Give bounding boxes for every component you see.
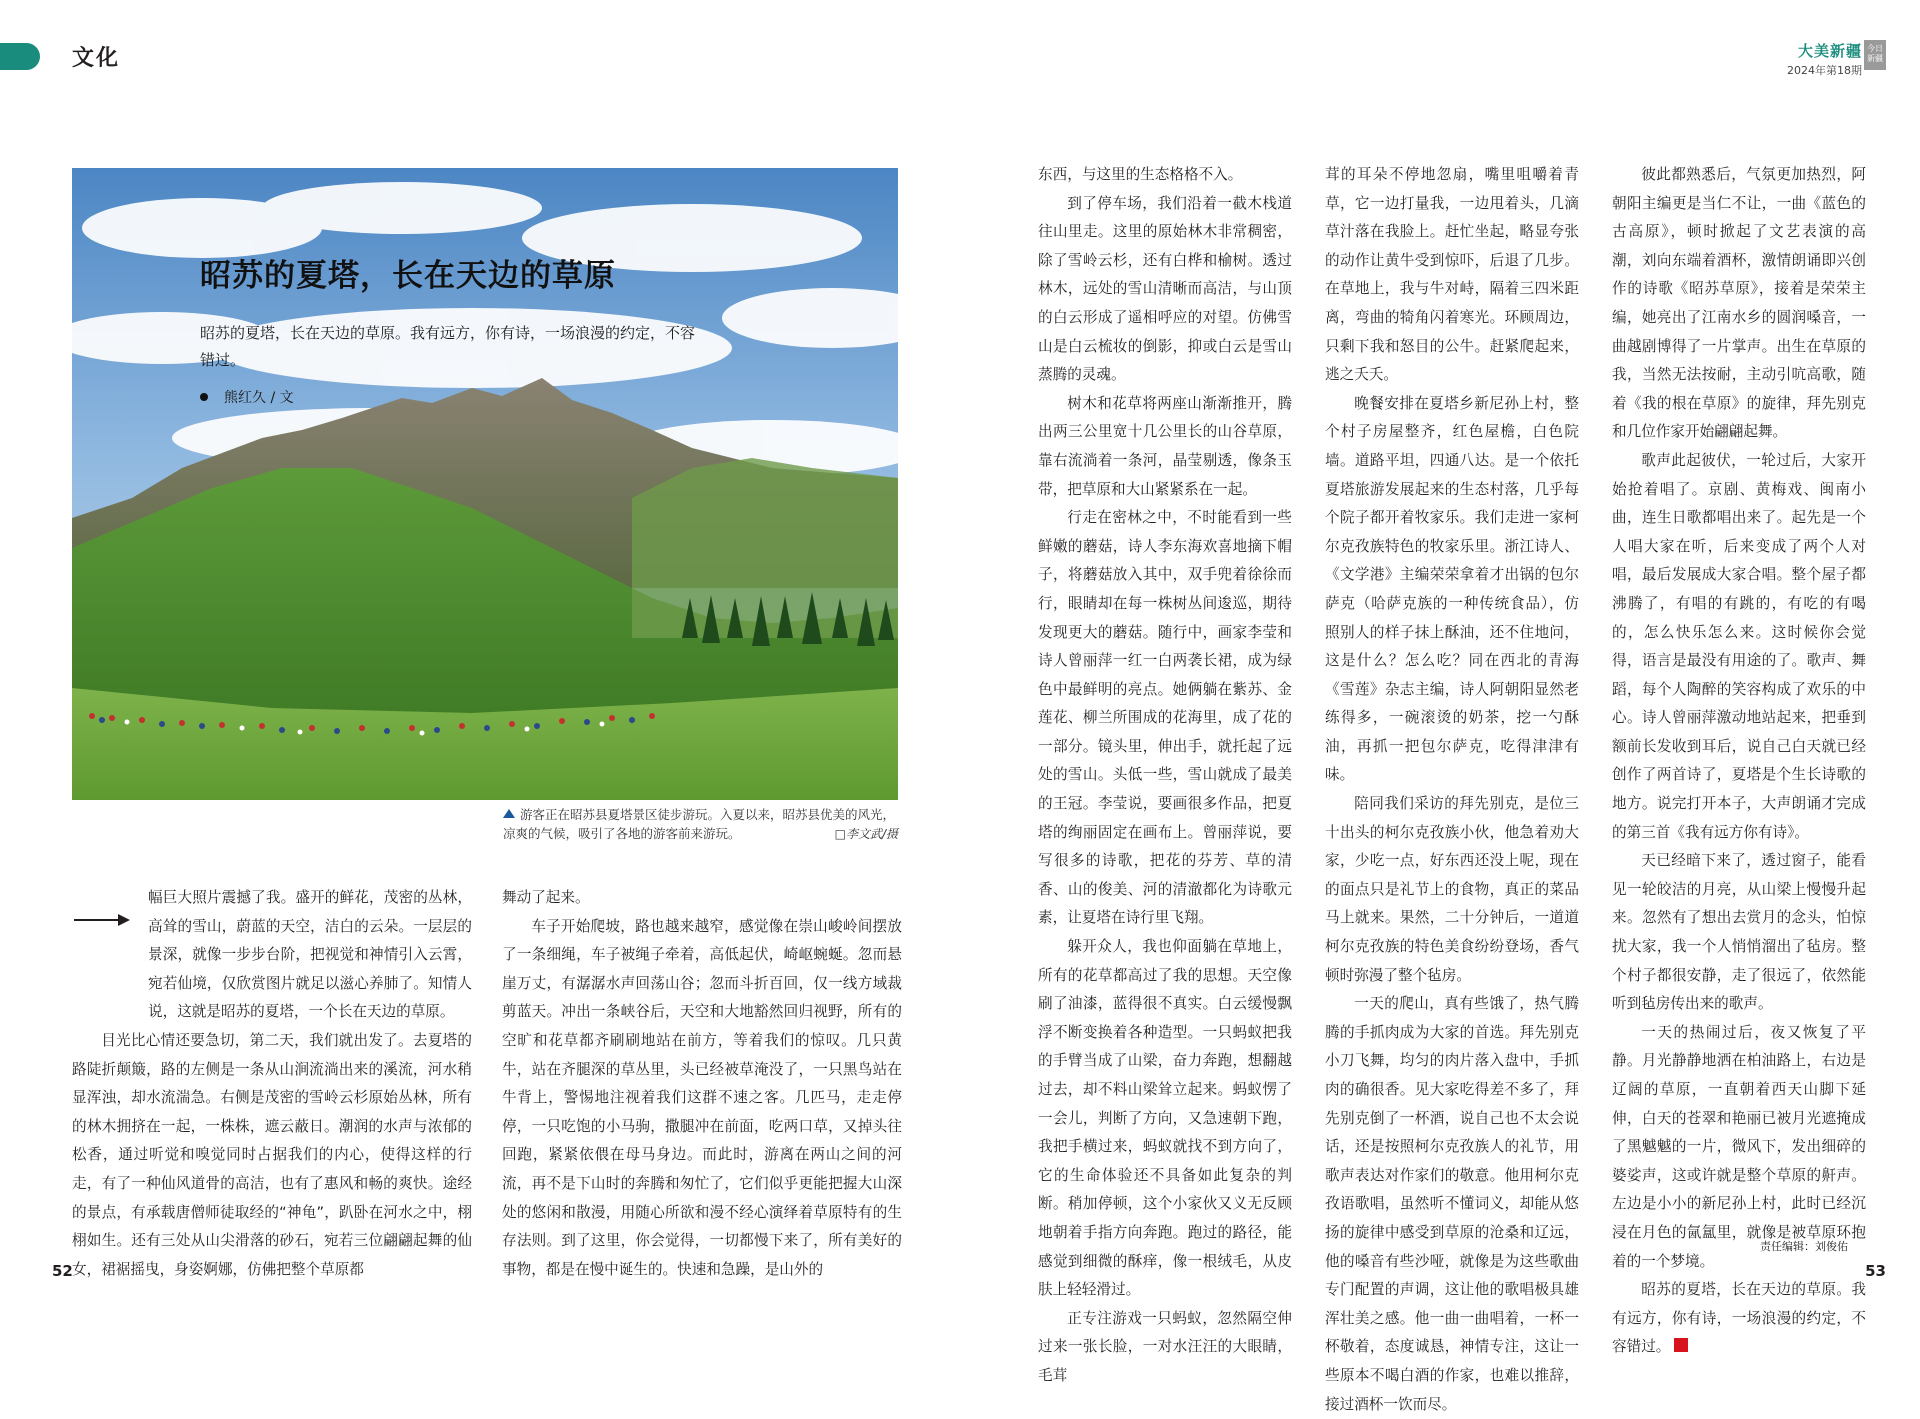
article-paragraph: 陪同我们采访的拜先别克，是位三十出头的柯尔克孜族小伙，他急着劝大家，少吃一点，好东西还没上呢，现在的面点只是礼节上的食物，真正的菜品马上就来。果然，二十分钟后，一道道柯尔克孜族的特色美食纷纷登场，香气顿时弥漫了整个毡房。: [1325, 795, 1579, 984]
end-mark-icon: [1674, 1338, 1688, 1352]
article-paragraph: 一天的爬山，真有些饿了，热气腾腾的手抓肉成为大家的首选。拜先别克小刀飞舞，均匀的肉片落入盘中，手抓肉的确很香。见大家吃得差不多了，拜先别克倒了一杯酒，说自己也不太会说话，还是按照柯尔克孜族人的礼节，用歌声表达对作家们的敬意。他用柯尔克孜语歌唱，虽然听不懂词义，却能从悠扬的旋律中感受到草原的沧桑和辽远，他的嗓音有些沙哑，就像是为这些歌曲专门配置的声调，这让他的歌唱极具雄浑壮美之感。他一曲一曲唱着，一杯一杯敬着，态度诚恳，神情专注，这让一些原本不喝白酒的作家，也难以推辞，接过酒杯一饮而尽。: [1325, 995, 1579, 1413]
article-paragraph: 晚餐安排在夏塔乡新尼孙上村，整个村子房屋整齐，红色屋檐，白色院墙。道路平坦，四通八达。是一个依托夏塔旅游发展起来的生态村落，几乎每个院子都开着牧家乐。我们走进一家柯尔克孜族特色的牧家乐里。浙江诗人、《文学港》主编荣荣拿着才出锅的包尔萨克（哈萨克族的一种传统食品），仿照别人的样子抹上酥油，还不住地问，这是什么？怎么吃？同在西北的青海《雪莲》杂志主编，诗人阿朝阳显然老练得多，一碗滚烫的奶茶，挖一勺酥油，再抓一把包尔萨克，吃得津津有味。: [1325, 394, 1579, 784]
byline-text: 熊红久 / 文: [224, 390, 294, 406]
bullet-icon: [200, 393, 208, 401]
article-column-2: [502, 884, 902, 1284]
article-column-1: [72, 884, 472, 1284]
article-paragraph: 一天的热闹过后，夜又恢复了平静。月光静静地洒在柏油路上，右边是辽阔的草原，一直朝着西天山脚下延伸，白天的苍翠和艳丽已被月光遮掩成了黑魆魆的一片，微风下，发出细碎的婆娑声，这或许就是整个草原的鼾声。左边是小小的新尼孙上村，此时已经沉浸在月色的氤氲里，就像是被草原环抱着的一个梦境。: [1612, 1023, 1866, 1270]
article-paragraph: 舞动了起来。: [502, 889, 590, 906]
article-paragraph: 行走在密林之中，不时能看到一些鲜嫩的蘑菇，诗人李东海欢喜地摘下帽子，将蘑菇放入其中，双手兜着徐徐而行，眼睛却在每一株树丛间逡巡，期待发现更大的蘑菇。随行中，画家李莹和诗人曾丽萍一红一白两袭长裙，成为绿色中最鲜明的亮点。她俩躺在紫苏、金莲花、柳兰所围成的花海里，成了花的一部分。镜头里，伸出手，就托起了远处的雪山。头低一些，雪山就成了最美的王冠。李莹说，要画很多作品，把夏塔的绚丽固定在画布上。曾丽萍说，要写很多的诗歌，把花的芬芳、草的清香、山的俊美、河的清澈都化为诗歌元素，让夏塔在诗行里飞翔。: [1038, 509, 1292, 927]
brand-badge: 今日新疆: [1864, 40, 1886, 70]
article-paragraph: 歌声此起彼伏，一轮过后，大家开始抢着唱了。京剧、黄梅戏、闽南小曲，连生日歌都唱出来了。起先是一个人唱大家在听，后来变成了两个人对唱，最后发展成大家合唱。整个屋子都沸腾了，有唱的有跳的，有吃的有喝的，怎么快乐怎么来。这时候你会觉得，语言是最没有用途的了。歌声、舞蹈，每个人陶醉的笑容构成了欢乐的中心。诗人曾丽萍激动地站起来，把垂到额前长发收到耳后，说自己白天就已经创作了两首诗了，夏塔是个生长诗歌的地方。说完打开本子，大声朗诵才完成的第三首《我有远方你有诗》。: [1612, 451, 1866, 841]
article-paragraph: 昭苏的夏塔，长在天边的草原。我有远方，你有诗，一场浪漫的约定，不容错过。: [1612, 1281, 1866, 1356]
article-paragraph: 树木和花草将两座山渐渐推开，腾出两三公里宽十几公里长的山谷草原，靠右流淌着一条河，晶莹剔透，像条玉带，把草原和大山紧紧系在一起。: [1038, 394, 1292, 498]
triangle-up-icon: [503, 809, 515, 818]
section-title: 文化: [72, 46, 121, 71]
article-paragraph: 彼此都熟悉后，气氛更加热烈，阿朝阳主编更是当仁不让，一曲《蓝色的古高原》，顿时掀起了文艺表演的高潮，刘向东端着酒杯，激情朗诵即兴创作的诗歌《昭苏草原》，接着是荣荣主编，她亮出了江南水乡的圆润嗓音，一曲越剧博得了一片掌声。出生在草原的我，当然无法按耐，主动引吭高歌，随着《我的根在草原》的旋律，拜先别克和几位作家开始翩翩起舞。: [1612, 166, 1866, 441]
feature-title: 昭苏的夏塔，长在天边的草原: [200, 258, 616, 294]
brand-name: 大美新疆: [1797, 42, 1862, 60]
article-paragraph: 目光比心情还要急切，第二天，我们就出发了。去夏塔的路陡折颠簸，路的左侧是一条从山涧流淌出来的溪流，河水稍显浑浊，却水流湍急。右侧是茂密的雪岭云杉原始丛林，所有的林木拥挤在一起，一株株，遮云蔽日。潮润的水声与浓郁的松香，通过听觉和嗅觉同时占据我们的内心，使得这样的行走，有了一种仙风道骨的高洁，也有了惠风和畅的爽快。途经的景点，有承载唐僧师徒取经的“神龟”，趴卧在河水之中，栩栩如生。还有三处从山尖滑落的砂石，宛若三位翩翩起舞的仙女，裙裾摇曳，身姿婀娜，仿佛把整个草原都: [72, 1031, 472, 1278]
article-column-3: [1038, 161, 1292, 1391]
issue-number: 2024年第18期: [1787, 64, 1862, 77]
article-paragraph: 茸的耳朵不停地忽扇，嘴里咀嚼着青草，它一边打量我，一边甩着头，几滴草汁落在我脸上。赶忙坐起，略显夸张的动作让黄牛受到惊吓，后退了几步。在草地上，我与牛对峙，隔着三四米距离，弯曲的犄角闪着寒光。环顾周边，只剩下我和怒目的公牛。赶紧爬起来，逃之夭夭。: [1325, 166, 1579, 384]
page-number-left: 52: [52, 1262, 73, 1280]
article-paragraph: 幅巨大照片震撼了我。盛开的鲜花，茂密的丛林，高耸的雪山，蔚蓝的天空，洁白的云朵。一层层的景深，就像一步步台阶，把视觉和神情引入云霄，宛若仙境，仅欣赏图片就足以滋心养肺了。知情人说，这就是昭苏的夏塔，一个长在天边的草原。: [148, 889, 472, 1021]
article-paragraph: 天已经暗下来了，透过窗子，能看见一轮皎洁的月亮，从山梁上慢慢升起来。忽然有了想出去赏月的念头，怕惊扰大家，我一个人悄悄溜出了毡房。整个村子都很安静，走了很远了，依然能听到毡房传出来的歌声。: [1612, 852, 1866, 1013]
magazine-brand: [1787, 40, 1862, 78]
article-paragraph: 车子开始爬坡，路也越来越窄，感觉像在崇山峻岭间摆放了一条细绳，车子被绳子牵着，高低起伏，崎岖蜿蜒。忽而悬崖万丈，有潺潺水声回荡山谷；忽而斗折百回，仅一线方域裁剪蓝天。冲出一条峡谷后，天空和大地豁然回归视野，所有的空旷和花草都齐刷刷地站在前方，等着我们的惊叹。几只黄牛，站在齐腿深的草丛里，头已经被草淹没了，一只黑鸟站在牛背上，警惕地注视着我们这群不速之客。几匹马，走走停停，一只吃饱的小马驹，撒腿冲在前面，吃两口草，又掉头往回跑，紧紧依偎在母马身边。而此时，游离在两山之间的河流，再不是下山时的奔腾和匆忙了，它们似乎更能把握大山深处的悠闲和散漫，用随心所欲和漫不经心演绎着草原特有的生存法则。到了这里，你会觉得，一切都慢下来了，所有美好的事物，都是在慢中诞生的。快速和急躁，是山外的: [502, 917, 902, 1278]
photo-credit: □李文武/摄: [834, 827, 898, 841]
article-column-4: [1325, 161, 1579, 1419]
caption-text: 游客正在昭苏县夏塔景区徒步游玩。入夏以来，昭苏县优美的风光，凉爽的气候，吸引了各地的游客前来游玩。: [503, 807, 896, 841]
feature-dek: 昭苏的夏塔，长在天边的草原。我有远方，你有诗，一场浪漫的约定，不容错过。: [200, 324, 696, 369]
article-paragraph: 正专注游戏一只蚂蚁，忽然隔空伸过来一张长脸，一对水汪汪的大眼睛，毛茸: [1038, 1309, 1292, 1384]
article-paragraph: 躲开众人，我也仰面躺在草地上，所有的花草都高过了我的思想。天空像刷了油漆，蓝得很不真实。白云缓慢飘浮不断变换着各种造型。一只蚂蚁把我的手臂当成了山梁，奋力奔跑，想翻越过去，却不料山梁耸立起来。蚂蚁愣了一会儿，判断了方向，又急速朝下跑，我把手横过来，蚂蚁就找不到方向了，它的生命体验还不具备如此复杂的判断。稍加停顿，这个小家伙又义无反顾地朝着手指方向奔跑。跑过的路径，能感觉到细微的酥痒，像一根绒毛，从皮肤上轻轻滑过。: [1038, 938, 1292, 1299]
article-column-5: [1612, 161, 1866, 1362]
responsible-editor: 责任编辑：刘俊佑: [1760, 1240, 1848, 1253]
section-tab-marker: [0, 43, 40, 70]
article-paragraph: 东西，与这里的生态格格不入。: [1038, 166, 1243, 183]
byline: [200, 387, 294, 407]
page-number-right: 53: [1865, 1262, 1886, 1280]
article-paragraph: 到了停车场，我们沿着一截木栈道往山里走。这里的原始林木非常稠密，除了雪岭云杉，还有白桦和榆树。透过林木，远处的雪山清晰而高洁，与山顶的白云形成了遥相呼应的对望。仿佛雪山是白云梳妆的倒影，抑或白云是雪山蒸腾的灵魂。: [1038, 194, 1292, 384]
